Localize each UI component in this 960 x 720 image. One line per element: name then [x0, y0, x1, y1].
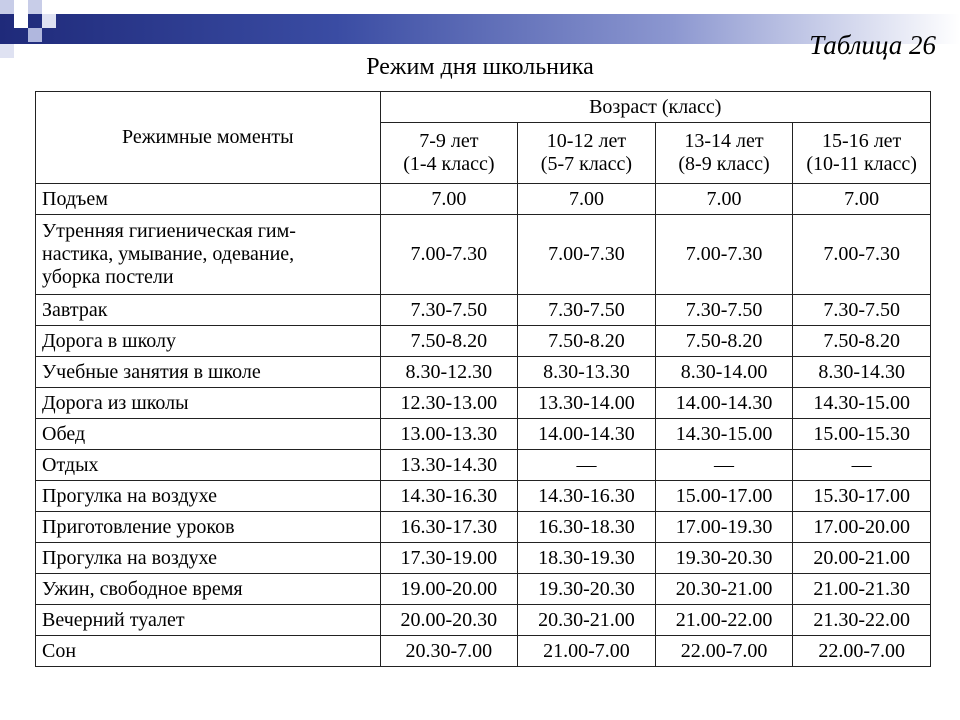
time-cell: 17.00-20.00 — [793, 512, 931, 543]
time-cell: 7.00-7.30 — [380, 215, 518, 295]
time-cell: 7.00-7.30 — [793, 215, 931, 295]
time-cell: 14.30-16.30 — [518, 481, 656, 512]
time-cell: 7.00-7.30 — [518, 215, 656, 295]
table-number: Таблица 26 — [809, 30, 936, 60]
time-cell: — — [518, 450, 656, 481]
time-cell: 19.30-20.30 — [655, 543, 793, 574]
grade-range: (10-11 класс) — [806, 153, 917, 175]
age-range: 13-14 лет — [684, 130, 764, 152]
table-row — [36, 357, 931, 388]
time-cell: 19.30-20.30 — [518, 574, 656, 605]
time-cell: 7.50-8.20 — [518, 326, 656, 357]
row-label: Дорога из школы — [36, 388, 381, 419]
time-cell: 22.00-7.00 — [655, 636, 793, 667]
table-row — [36, 605, 931, 636]
time-cell: 18.30-19.30 — [518, 543, 656, 574]
decor-square — [0, 0, 14, 14]
decor-square — [28, 0, 42, 14]
time-cell: — — [793, 450, 931, 481]
age-column-header — [380, 123, 518, 184]
time-cell: 7.00 — [655, 184, 793, 215]
time-cell: 7.30-7.50 — [380, 295, 518, 326]
age-column-header — [518, 123, 656, 184]
time-cell: 13.00-13.30 — [380, 419, 518, 450]
time-cell: 21.30-22.00 — [793, 605, 931, 636]
table-row — [36, 215, 931, 295]
table-row — [36, 295, 931, 326]
time-cell: 8.30-13.30 — [518, 357, 656, 388]
time-cell: 13.30-14.30 — [380, 450, 518, 481]
table-row — [36, 184, 931, 215]
table-row — [36, 326, 931, 357]
time-cell: 7.50-8.20 — [655, 326, 793, 357]
age-group-header: Возраст (класс) — [380, 92, 930, 123]
time-cell: 14.00-14.30 — [518, 419, 656, 450]
time-cell: 20.00-20.30 — [380, 605, 518, 636]
row-label-line: настика, умывание, одевание, — [42, 243, 295, 265]
time-cell: 7.30-7.50 — [793, 295, 931, 326]
time-cell: — — [655, 450, 793, 481]
time-cell: 21.00-21.30 — [793, 574, 931, 605]
row-label: Приготовление уроков — [36, 512, 381, 543]
schedule-body — [36, 184, 931, 667]
time-cell: 7.00 — [380, 184, 518, 215]
time-cell: 14.00-14.30 — [655, 388, 793, 419]
time-cell: 19.00-20.00 — [380, 574, 518, 605]
age-range: 10-12 лет — [546, 130, 627, 152]
time-cell: 14.30-16.30 — [380, 481, 518, 512]
row-label: Учебные занятия в школе — [36, 357, 381, 388]
age-range: 7-9 лет — [419, 130, 479, 152]
label-column-header: Режимные моменты — [36, 92, 381, 184]
time-cell: 15.30-17.00 — [793, 481, 931, 512]
time-cell: 17.00-19.30 — [655, 512, 793, 543]
time-cell: 8.30-14.30 — [793, 357, 931, 388]
row-label: Завтрак — [36, 295, 381, 326]
row-label: Сон — [36, 636, 381, 667]
table-row — [36, 636, 931, 667]
time-cell: 7.30-7.50 — [655, 295, 793, 326]
time-cell: 20.30-7.00 — [380, 636, 518, 667]
age-range: 15-16 лет — [822, 130, 902, 152]
age-column-header — [793, 123, 931, 184]
table-row — [36, 512, 931, 543]
time-cell: 20.30-21.00 — [518, 605, 656, 636]
time-cell: 14.30-15.00 — [655, 419, 793, 450]
row-label: Обед — [36, 419, 381, 450]
time-cell: 7.30-7.50 — [518, 295, 656, 326]
page-title: Режим дня школьника — [366, 54, 594, 80]
time-cell: 7.00-7.30 — [655, 215, 793, 295]
time-cell: 22.00-7.00 — [793, 636, 931, 667]
table-row — [36, 543, 931, 574]
time-cell: 7.50-8.20 — [793, 326, 931, 357]
row-label: Дорога в школу — [36, 326, 381, 357]
grade-range: (1-4 класс) — [403, 153, 495, 175]
row-label: Отдых — [36, 450, 381, 481]
time-cell: 8.30-14.00 — [655, 357, 793, 388]
time-cell: 20.30-21.00 — [655, 574, 793, 605]
time-cell: 16.30-18.30 — [518, 512, 656, 543]
schedule-table — [35, 91, 931, 667]
grade-range: (8-9 класс) — [678, 153, 770, 175]
row-label-line: уборка постели — [42, 266, 174, 288]
table-row — [36, 388, 931, 419]
row-label: Прогулка на воздухе — [36, 481, 381, 512]
time-cell: 8.30-12.30 — [380, 357, 518, 388]
time-cell: 17.30-19.00 — [380, 543, 518, 574]
time-cell: 7.50-8.20 — [380, 326, 518, 357]
decor-square — [14, 14, 28, 28]
row-label: Ужин, свободное время — [36, 574, 381, 605]
time-cell: 12.30-13.00 — [380, 388, 518, 419]
time-cell: 13.30-14.00 — [518, 388, 656, 419]
row-label: Прогулка на воздухе — [36, 543, 381, 574]
row-label: Подъем — [36, 184, 381, 215]
decor-square — [28, 28, 42, 42]
time-cell: 15.00-15.30 — [793, 419, 931, 450]
row-label — [36, 215, 381, 295]
time-cell: 7.00 — [518, 184, 656, 215]
table-row — [36, 450, 931, 481]
time-cell: 7.00 — [793, 184, 931, 215]
decor-square — [42, 14, 56, 28]
time-cell: 21.00-7.00 — [518, 636, 656, 667]
time-cell: 14.30-15.00 — [793, 388, 931, 419]
row-label: Вечерний туалет — [36, 605, 381, 636]
age-column-header — [655, 123, 793, 184]
row-label-line: Утренняя гигиеническая гим- — [42, 220, 296, 242]
table-row — [36, 419, 931, 450]
time-cell: 20.00-21.00 — [793, 543, 931, 574]
time-cell: 16.30-17.30 — [380, 512, 518, 543]
table-row — [36, 574, 931, 605]
decor-square — [56, 0, 70, 14]
time-cell: 15.00-17.00 — [655, 481, 793, 512]
grade-range: (5-7 класс) — [540, 153, 633, 175]
table-row — [36, 481, 931, 512]
time-cell: 21.00-22.00 — [655, 605, 793, 636]
